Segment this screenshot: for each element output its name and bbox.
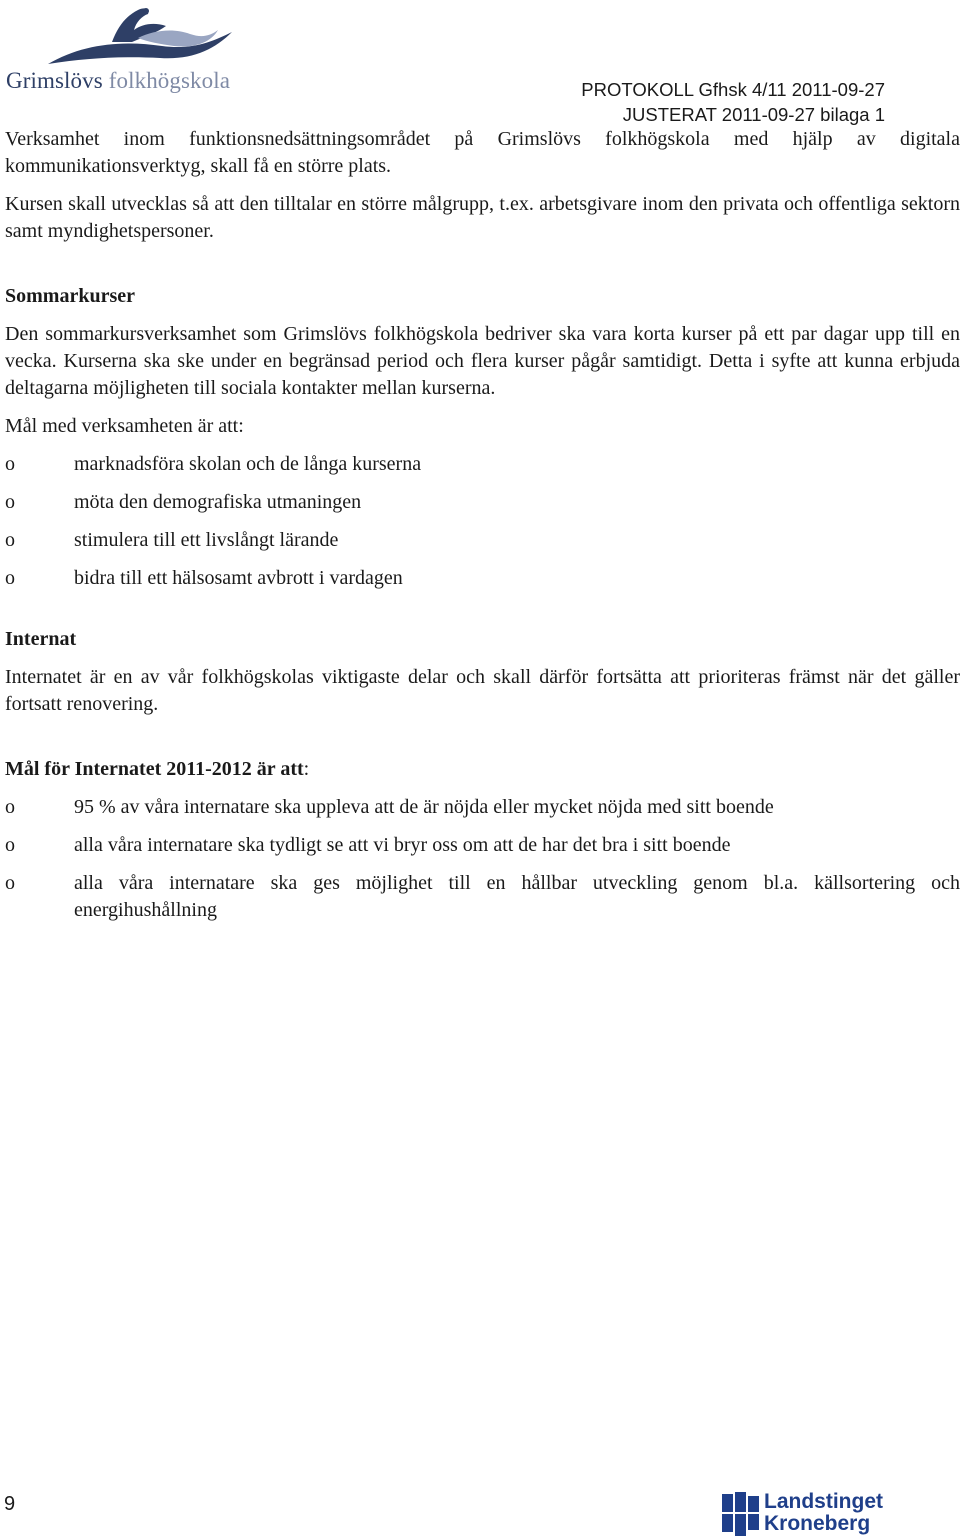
bullet-marker: o	[5, 529, 15, 551]
internat-goals-heading	[5, 756, 960, 783]
bullet-marker: o	[5, 834, 15, 856]
internat-goals-heading-suffix: :	[303, 758, 310, 780]
sommarkurser-goals-intro: Mål med verksamheten är att:	[5, 415, 244, 437]
sommarkurser-goals-list	[5, 451, 960, 592]
bullet-marker: o	[5, 491, 15, 513]
list-item-text: alla våra internatare ska ges möjlighet till en hållbar utveckling genom bl.a. källsortering och energihushållning	[74, 872, 960, 921]
landstinget-logo	[722, 1490, 892, 1538]
list-item	[5, 565, 960, 592]
list-item-text: stimulera till ett livslångt lärande	[74, 529, 339, 551]
page-number: 9	[4, 1493, 16, 1515]
school-logo-name-part1: Grimslövs	[6, 68, 103, 93]
list-item-text: marknadsföra skolan och de långa kurserna	[74, 453, 422, 475]
sommarkurser-paragraph: Den sommarkursverksamhet som Grimslövs folkhögskola bedriver ska vara korta kurser på ett par dagar upp till en vecka. Kurserna ska ske under en begränsad period och flera kurser pågår samtidigt. Detta i syfte att kunna erbjuda deltagarna möjligheten till sociala kontakter mellan kurserna.	[5, 323, 960, 399]
swan-wave-icon	[42, 2, 242, 72]
landstinget-logo-line2: Kroneberg	[764, 1512, 871, 1535]
document-body	[5, 126, 960, 935]
internat-paragraph: Internatet är en av vår folkhögskolas viktigaste delar och skall därför fortsätta att prioriteras främst när det gäller fortsatt renovering.	[5, 666, 960, 715]
list-item-text: möta den demografiska utmaningen	[74, 491, 362, 513]
school-logo-text	[6, 68, 230, 94]
sommarkurser-heading: Sommarkurser	[5, 285, 135, 307]
internat-goals-list	[5, 794, 960, 924]
protocol-line: PROTOKOLL Gfhsk 4/11 2011-09-27	[581, 79, 885, 100]
list-item	[5, 527, 960, 554]
list-item-text: alla våra internatare ska tydligt se att vi bryr oss om att de har det bra i sitt boende	[74, 834, 731, 856]
intro-paragraph-1: Verksamhet inom funktionsnedsättningsområdet på Grimslövs folkhögskola med hjälp av digitala kommunikationsverktyg, skall få en större plats.	[5, 128, 960, 177]
list-item	[5, 451, 960, 478]
landstinget-logo-text	[764, 1491, 883, 1535]
bullet-marker: o	[5, 453, 15, 475]
list-item	[5, 832, 960, 859]
school-logo	[4, 2, 244, 102]
list-item-text: bidra till ett hälsosamt avbrott i vardagen	[74, 567, 403, 589]
bullet-marker: o	[5, 796, 15, 818]
list-item-text: 95 % av våra internatare ska uppleva att de är nöjda eller mycket nöjda med sitt boende	[74, 796, 774, 818]
intro-paragraph-2: Kursen skall utvecklas så att den tilltalar en större målgrupp, t.ex. arbetsgivare inom den privata och offentliga sektorn samt myndighetspersoner.	[5, 193, 960, 242]
list-item	[5, 489, 960, 516]
landstinget-mark-icon	[722, 1492, 760, 1536]
bullet-marker: o	[5, 872, 15, 894]
landstinget-logo-line1: Landstinget	[764, 1490, 883, 1513]
internat-heading: Internat	[5, 628, 77, 650]
list-item	[5, 870, 960, 924]
list-item	[5, 794, 960, 821]
bullet-marker: o	[5, 567, 15, 589]
protocol-header	[581, 77, 885, 127]
adjusted-line: JUSTERAT 2011-09-27 bilaga 1	[622, 104, 885, 125]
school-logo-name-part2: folkhögskola	[108, 68, 231, 93]
internat-goals-heading-text: Mål för Internatet 2011-2012 är att	[5, 758, 304, 780]
